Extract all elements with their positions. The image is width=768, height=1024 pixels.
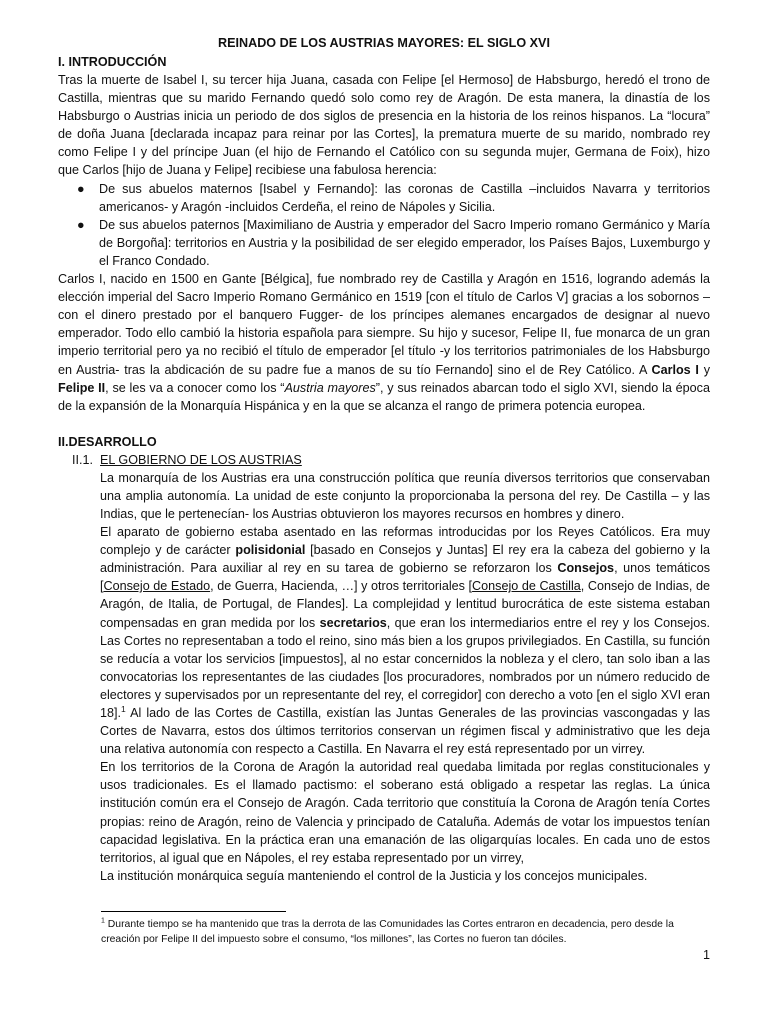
inheritance-list [58, 180, 710, 270]
body-paragraph-2: El aparato de gobierno estaba asentado en las reformas introducidas por los Reyes Católicos. Era muy complejo y de carácter polisidonial [basado en Consejos y Juntas] El rey era la cabeza del gobierno y la administración. Para auxiliar al rey en su tarea de gobierno se reforzaron los Consejos, unos temáticos [Consejo de Estado, de Guerra, Hacienda, …] y otros territoriales [Consejo de Castilla, Consejo de Indias, de Aragón, de Italia, de Portugal, de Flandes]. La complejidad y lentitud burocrática de este sistema estaban compensadas en gran medida por los secretarios, que eran los intermediarios entre el rey y los Consejos. Las Cortes no representaban a todo el reino, sino más bien a los grupos privilegiados. En Castilla, su función se reducía a votar los servicios [impuestos], al no estar concernidos la nobleza y el clero, tan solo iban a las convocatorias los representantes de las ciudades [los procuradores, nombrados por un número reducido de electores y supervisados por un representante del rey, el corregidor] con derecho a voto [en el siglo XVI eran 18].$^1$ Al lado de las Cortes de Castilla, existían las Juntas Generales de las provincias vascongadas y las Cortes de Navarra, estos dos últimos territorios conservan un régimen fiscal y administrativo que les deja una relativa autonomía con respecto a Castilla. En Navarra el rey está representado por un virrey. [100, 525, 711, 757]
body-paragraph-3: En los territorios de la Corona de Aragón la autoridad real quedaba limitada por reglas constitucionales y usos tradicionales. Es el llamado pactismo: el soberano está obligado a respetar las reglas. La única institución común era el Consejo de Aragón. Cada territorio que constituía la Corona de Aragón tenía Cortes propias: reino de Aragón, reino de Valencia y principado de Cataluña. Además de votar los impuestos tenían capacidad legislativa. En la práctica eran una emanación de las oligarquías locales. En cada uno de estos territorios, al igual que en Nápoles, el rey estaba representado por un virrey, [100, 760, 710, 865]
intro-paragraph-1: Tras la muerte de Isabel I, su tercer hija Juana, casada con Felipe [el Hermoso] de Habsburgo, heredó el trono de Castilla, mientras que su marido Fernando quedó solo como rey de Aragón. De esta manera, la dinastía de los Habsburgo o Austrias inicia un periodo de dos siglos de presencia en la historia de los reinos hispanos. La “locura” de doña Juana [declarada incapaz para reinar por las Cortes], la prematura muerte de su marido, nombrado rey como Felipe I y del príncipe Juan (el hijo de Fernando el Católico con su segunda mujer, Germana de Foix), hizo que Carlos [hijo de Juana y Felipe] recibiese una fabulosa herencia: [58, 73, 710, 178]
footnote-text: Durante tiempo se ha mantenido que tras la derrota de las Comunidades las Cortes entraron en decadencia, pero desde la creación por Felipe II del impuesto sobre el consumo, “los millones”, las Cortes no fueron tan dóciles. [101, 919, 674, 945]
bullet-icon: ● [77, 217, 85, 232]
bullet-icon: ● [77, 181, 85, 196]
body-paragraph-1: La monarquía de los Austrias era una construcción política que reunía diversos territorios que conservaban una amplia autonomía. La unidad de este conjunto la proporcionaba la persona del rey. De Castilla – y las Indias, que le pertenecían- los Austrias obtuvieron los mayores recursos en hombres y dinero. [100, 470, 710, 521]
list-item: ● De sus abuelos maternos [Isabel y Fernando]: las coronas de Castilla –incluidos Navarra y territorios americanos- y Aragón -incluidos Cerdeña, el reino de Nápoles y Sicilia. [77, 181, 710, 214]
subsection-heading [72, 451, 710, 469]
footnote-reference[interactable]: 1 [121, 703, 126, 714]
footnote-divider [101, 911, 286, 912]
intro-paragraph-2: Carlos I, nacido en 1500 en Gante [Bélgica], fue nombrado rey de Castilla y Aragón en 1516, logrando además la elección imperial del Sacro Imperio Romano Germánico en 1519 [con el título de Carlos V] gracias a los sobornos –con el dinero prestado por el banquero Fugger- de los príncipes alemanes encargados de designar al nuevo emperador. Todo ello cambió la historia española para siempre. Su hijo y sucesor, Felipe II, fue monarca de un gran imperio territorial pero ya no recibió el título de emperador [el título -y los territorios patrimoniales de los Habsburgo en Austria- tras la abdicación de su padre fue a manos de su tío Fernando] sino el de Rey Católico. A Carlos I y Felipe II, se les va a conocer como los “Austria mayores”, y sus reinados abarcan todo el siglo XVI, siendo la época de la expansión de la Monarquía Hispánica y en la que se alcanza el rango de primera potencia europea. [58, 272, 710, 413]
document-title: REINADO DE LOS AUSTRIAS MAYORES: EL SIGLO XVI [218, 36, 550, 50]
body-paragraph-4: La institución monárquica seguía manteniendo el control de la Justicia y los concejos municipales. [100, 868, 648, 883]
subsection-body [58, 469, 710, 885]
section-heading-introduccion: I. INTRODUCCIÓN [58, 55, 167, 69]
page-number: 1 [702, 948, 710, 962]
footnote [101, 917, 711, 947]
section-heading-desarrollo: II.DESARROLLO [58, 434, 157, 449]
subsection-title: EL GOBIERNO DE LOS AUSTRIAS [100, 452, 302, 467]
list-item: ● De sus abuelos paternos [Maximiliano de Austria y emperador del Sacro Imperio romano Germánico y María de Borgoña]: territorios en Austria y la posibilidad de ser elegido emperador, los Países Bajos, Luxemburgo y el Franco Condado. [77, 217, 710, 268]
subsection-number: II.1. [72, 452, 93, 467]
footnote-mark: 1 [101, 917, 105, 925]
